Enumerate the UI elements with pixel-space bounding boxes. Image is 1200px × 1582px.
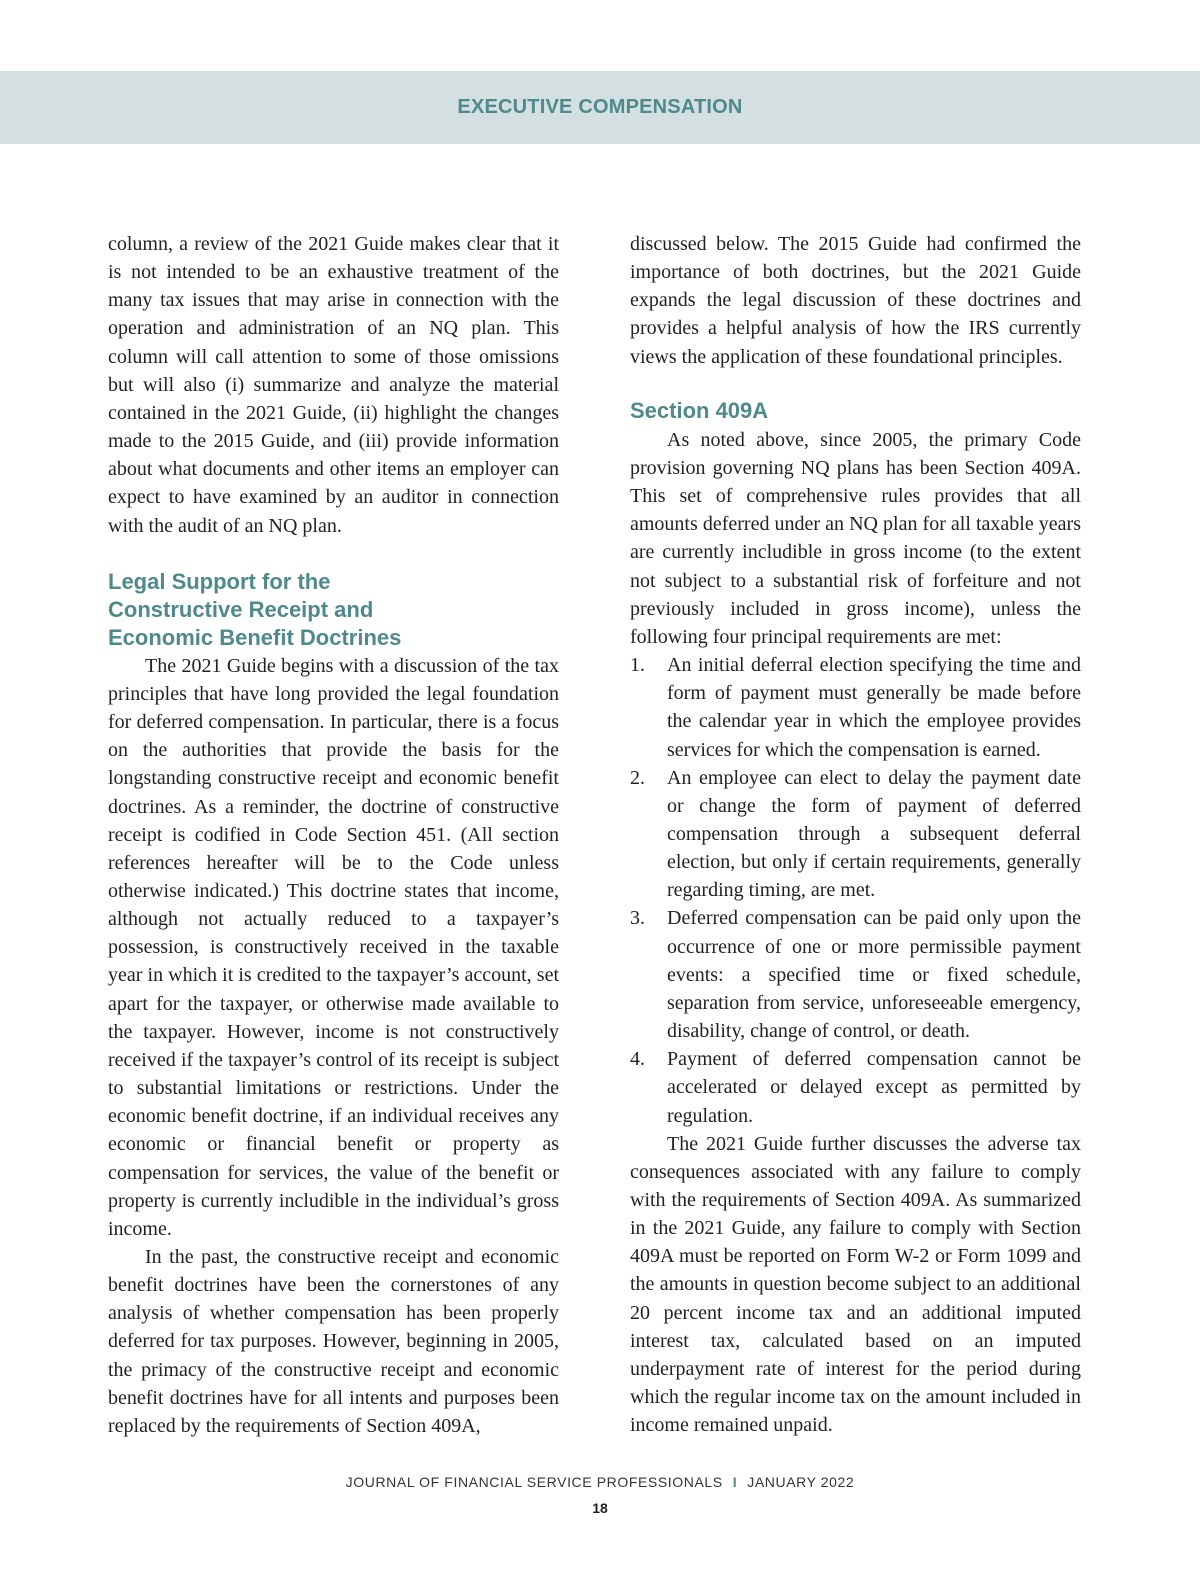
right-paragraph-3: The 2021 Guide further discusses the adverse tax consequences associated with any failure to comply with the requirements of Section 409A. As summarized in the 2021 Guide, any failure to comply with Section 409A must be reported on Form W-2 or Form 1099 and the amounts in question become subject to an additional 20 percent income tax and an additional imputed interest tax, calculated based on an imputed underpayment rate of interest for the period during which the regular income tax on the amount included in income remained unpaid. [630, 1132, 1081, 1437]
heading-line: Legal Support for the [108, 568, 331, 594]
legal-support-heading [108, 568, 559, 652]
list-item-text: An initial deferral election specifying the time and form of payment must generally be made before the calendar year in which the employee provides services for which the compensation is earned. [667, 654, 1081, 761]
list-item-number: 1. [630, 654, 645, 677]
left-column [108, 230, 559, 1440]
section-title: EXECUTIVE COMPENSATION [457, 96, 743, 118]
right-paragraph-2: As noted above, since 2005, the primary Code provision governing NQ plans has been Section 409A. This set of comprehensive rules provides that all amounts deferred under an NQ plan for all taxable years are currently includible in gross income (to the extent not subject to a substantial risk of forfeiture and not previously included in gross income), unless the following four principal requirements are met: [630, 428, 1081, 648]
right-column [630, 230, 1081, 1439]
list-item [630, 1045, 1081, 1129]
list-item-text: Payment of deferred compensation cannot be accelerated or delayed except as permitted by regulation. [667, 1048, 1081, 1127]
list-item-number: 2. [630, 766, 645, 789]
list-item-text: Deferred compensation can be paid only upon the occurrence of one or more permissible payment events: a specified time or fixed schedule, separation from service, unforeseeable emergency, disability, change of control, or death. [667, 907, 1081, 1043]
issue-date: JANUARY 2022 [747, 1474, 855, 1490]
left-paragraph-2: The 2021 Guide begins with a discussion of the tax principles that have long provided the legal foundation for deferred compensation. In particular, there is a focus on the authorities that provide the basis for the longstanding constructive receipt and economic benefit doctrines. As a reminder, the doctrine of constructive receipt is codified in Code Section 451. (All section references hereafter will be to the Code unless otherwise indicated.) This doctrine states that income, although not actually reduced to a taxpayer’s possession, is constructively received in the taxable year in which it is credited to the taxpayer’s account, set apart for the taxpayer, or otherwise made available to the taxpayer. However, income is not constructively received if the taxpayer’s control of its receipt is subject to substantial limitations or restrictions. Under the economic benefit doctrine, if an individual receives any economic or financial benefit or property as compensation for services, the value of the benefit or property is currently includible in the individual’s gross income. [108, 654, 559, 1240]
list-item-number: 4. [630, 1048, 645, 1071]
footer [0, 1474, 1200, 1490]
journal-name: JOURNAL OF FINANCIAL SERVICE PROFESSIONALS [345, 1474, 723, 1490]
list-item [630, 651, 1081, 764]
list-item-number: 3. [630, 907, 645, 930]
right-paragraph-1: discussed below. The 2015 Guide had confirmed the importance of both doctrines, but the 2021 Guide expands the legal discussion of these doctrines and provides a helpful analysis of how the IRS currently views the application of these foundational principles. [630, 233, 1081, 368]
footer-separator: I [732, 1474, 738, 1490]
list-item [630, 904, 1081, 1045]
left-paragraph-1: column, a review of the 2021 Guide makes clear that it is not intended to be an exhaustive treatment of the many tax issues that may arise in connection with the operation and administration of an NQ plan. This column will call attention to some of those omissions but will also (i) summarize and analyze the material contained in the 2021 Guide, (ii) highlight the changes made to the 2015 Guide, and (iii) provide information about what documents and other items an employer can expect to have examined by an auditor in connection with the audit of an NQ plan. [108, 233, 559, 537]
left-paragraph-3: In the past, the constructive receipt and economic benefit doctrines have been the cornerstones of any analysis of whether compensation has been properly deferred for tax purposes. However, beginning in 2005, the primacy of the constructive receipt and economic benefit doctrines have for all intents and purposes been replaced by the requirements of Section 409A, [108, 1246, 559, 1437]
section-409a-heading: Section 409A [630, 397, 769, 423]
heading-line: Economic Benefit Doctrines [108, 624, 402, 650]
list-item [630, 764, 1081, 905]
requirements-list [630, 651, 1081, 1130]
heading-line: Constructive Receipt and [108, 596, 374, 622]
page-number: 18 [592, 1500, 608, 1516]
list-item-text: An employee can elect to delay the payment date or change the form of payment of deferred compensation through a subsequent deferral election, but only if certain requirements, generally regarding timing, are met. [667, 766, 1081, 902]
